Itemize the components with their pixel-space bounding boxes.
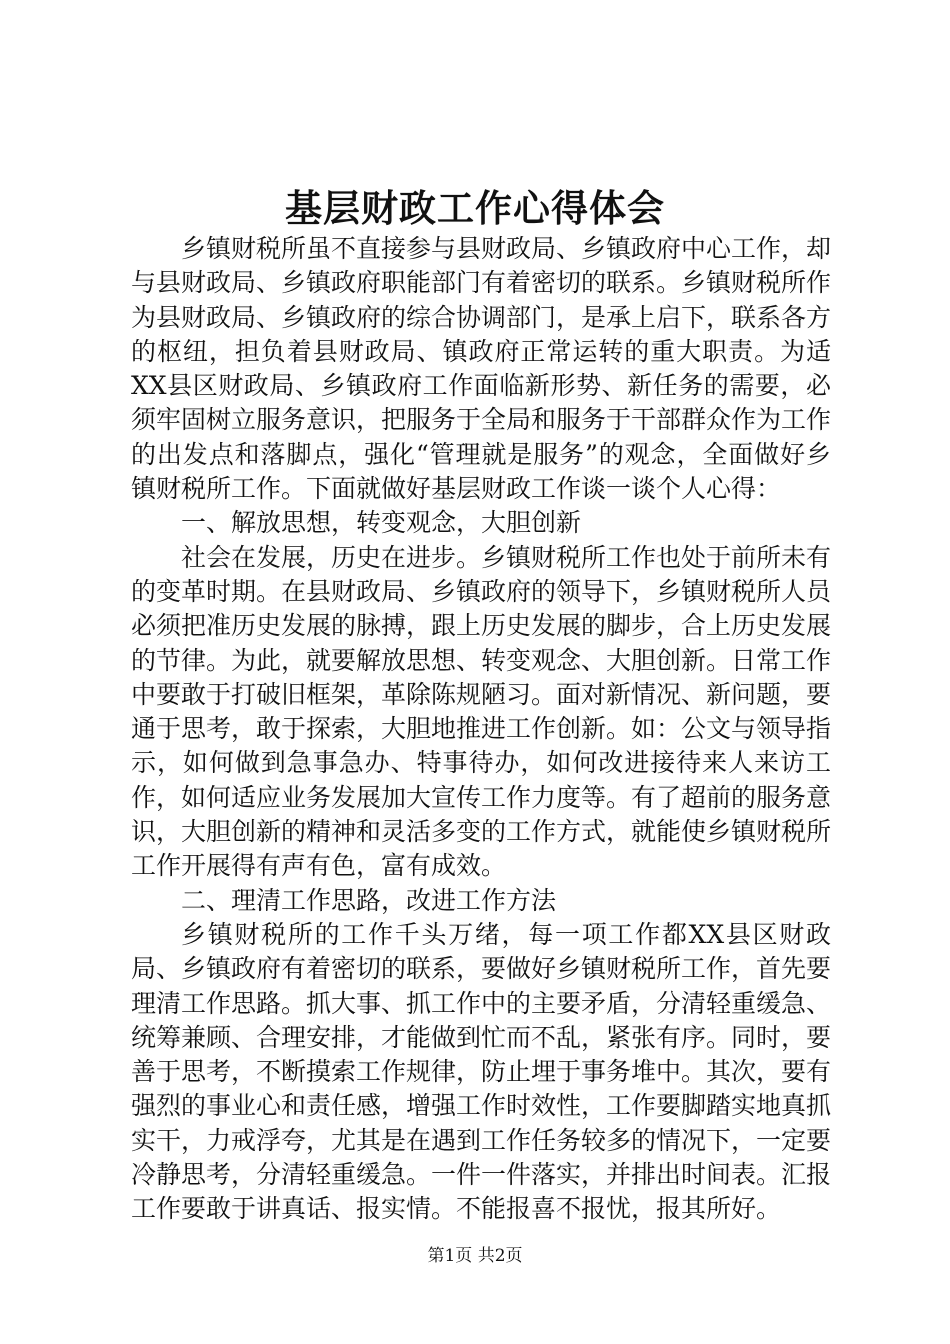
- page-number-footer: 第1页 共2页: [427, 1246, 523, 1266]
- intro-paragraph: 乡镇财税所虽不直接参与县财政局、乡镇政府中心工作，却与县财政局、乡镇政府职能部门有着密切的联系。乡镇财税所作为县财政局、乡镇政府的综合协调部门，是承上启下，联系各方的枢纽，担负着县财政局、镇政府正常运转的重大职责。为适XX县区财政局、乡镇政府工作面临新形势、新任务的需要，必须牢固树立服务意识，把服务于全局和服务于干部群众作为工作的出发点和落脚点，强化“管理就是服务”的观念，全面做好乡镇财税所工作。下面就做好基层财政工作谈一谈个人心得：: [131, 234, 832, 504]
- document-body: [131, 232, 831, 1227]
- section-1-paragraph: 社会在发展，历史在进步。乡镇财税所工作也处于前所未有的变革时期。在县财政局、乡镇政府的领导下，乡镇财税所人员必须把准历史发展的脉搏，跟上历史发展的脚步，合上历史发展的节律。为此，就要解放思想、转变观念、大胆创新。日常工作中要敢于打破旧框架，革除陈规陋习。面对新情况、新问题，要通于思考，敢于探索，大胆地推进工作创新。如：公文与领导指示，如何做到急事急办、特事待办，如何改进接待来人来访工作，如何适应业务发展加大宣传工作力度等。有了超前的服务意识，大胆创新的精神和灵活多变的工作方式，就能使乡镇财税所工作开展得有声有色，富有成效。: [131, 542, 832, 881]
- section-2-paragraph: 乡镇财税所的工作千头万绪，每一项工作都XX县区财政局、乡镇政府有着密切的联系，要做好乡镇财税所工作，首先要理清工作思路。抓大事、抓工作中的主要矛盾，分清轻重缓急、统筹兼顾、合理安排，才能做到忙而不乱，紧张有序。同时，要善于思考，不断摸索工作规律，防止埋于事务堆中。其次，要有强烈的事业心和责任感，增强工作时效性，工作要脚踏实地真抓实干，力戒浮夸，尤其是在遇到工作任务较多的情况下，一定要冷静思考，分清轻重缓急。一件一件落实，并排出时间表。汇报工作要敢于讲真话、报实情。不能报喜不报忧，报其所好。: [131, 919, 832, 1224]
- section-heading-2: 二、理清工作思路，改进工作方法: [181, 885, 557, 915]
- document-title: 基层财政工作心得体会: [285, 186, 665, 230]
- section-heading-1: 一、解放思想，转变观念，大胆创新: [181, 508, 582, 538]
